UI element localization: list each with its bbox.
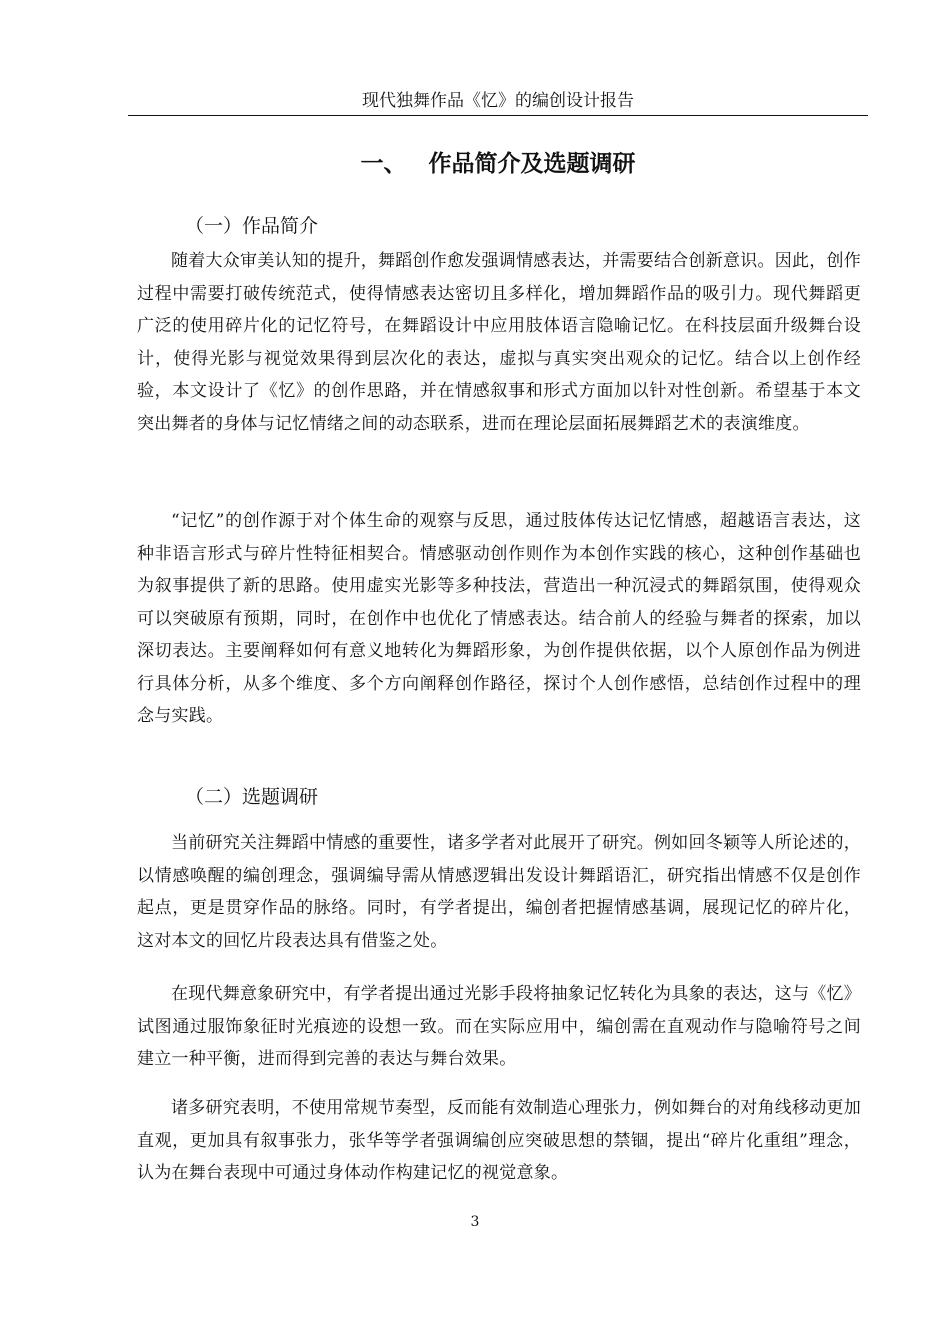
- chapter-title: [128, 148, 868, 180]
- section-heading-intro: （一）作品简介: [185, 215, 319, 237]
- running-header: 现代独舞作品《忆》的编创设计报告: [362, 91, 634, 111]
- paragraph: 随着大众审美认知的提升，舞蹈创作愈发强调情感表达，并需要结合创新意识。因此，创作过程中需要打破传统范式，使得情感表达密切且多样化，增加舞蹈作品的吸引力。现代舞蹈更广泛的使用碎片化的记忆符号，在舞蹈设计中应用肢体语言隐喻记忆。在科技层面升级舞台设计，使得光影与视觉效果得到层次化的表达，虚拟与真实突出观众的记忆。结合以上创作经验，本文设计了《忆》的创作思路，并在情感叙事和形式方面加以针对性创新。希望基于本文突出舞者的身体与记忆情绪之间的动态联系，进而在理论层面拓展舞蹈艺术的表演维度。: [137, 251, 861, 434]
- chapter-title-text: 作品简介及选题调研: [428, 151, 636, 177]
- paragraph: 在现代舞意象研究中，有学者提出通过光影手段将抽象记忆转化为具象的表达，这与《忆》试图通过服饰象征时光痕迹的设想一致。而在实际应用中，编创需在直观动作与隐喻符号之间建立一种平衡，进而得到完善的表达与舞台效果。: [137, 984, 861, 1069]
- chapter-number: 一、: [360, 151, 407, 177]
- paragraph: 当前研究关注舞蹈中情感的重要性，诸多学者对此展开了研究。例如回冬颖等人所论述的，以情感唤醒的编创理念，强调编导需从情感逻辑出发设计舞蹈语汇，研究指出情感不仅是创作起点，更是贯穿作品的脉络。同时，有学者提出，编创者把握情感基调，展现记忆的碎片化，这对本文的回忆片段表达具有借鉴之处。: [137, 833, 861, 951]
- page-number: 3: [470, 1214, 480, 1230]
- header-rule: [128, 115, 868, 116]
- section-heading-research: （二）选题调研: [185, 786, 319, 808]
- paragraph: 诸多研究表明，不使用常规节奏型，反而能有效制造心理张力，例如舞台的对角线移动更加直观，更加具有叙事张力，张华等学者强调编创应突破思想的禁锢，提出“碎片化重组”理念，认为在舞台表现中可通过身体动作构建记忆的视觉意象。: [137, 1098, 861, 1183]
- paragraph: “记忆”的创作源于对个体生命的观察与反思，通过肢体传达记忆情感，超越语言表达，这种非语言形式与碎片性特征相契合。情感驱动创作则作为本创作实践的核心，这种创作基础也为叙事提供了新的思路。使用虚实光影等多种技法，营造出一种沉浸式的舞蹈氛围，使得观众可以突破原有预期，同时，在创作中也优化了情感表达。结合前人的经验与舞者的探索，加以深切表达。主要阐释如何有意义地转化为舞蹈形象，为创作提供依据，以个人原创作品为例进行具体分析，从多个维度、多个方向阐释创作路径，探讨个人创作感悟，总结创作过程中的理念与实践。: [137, 511, 861, 726]
